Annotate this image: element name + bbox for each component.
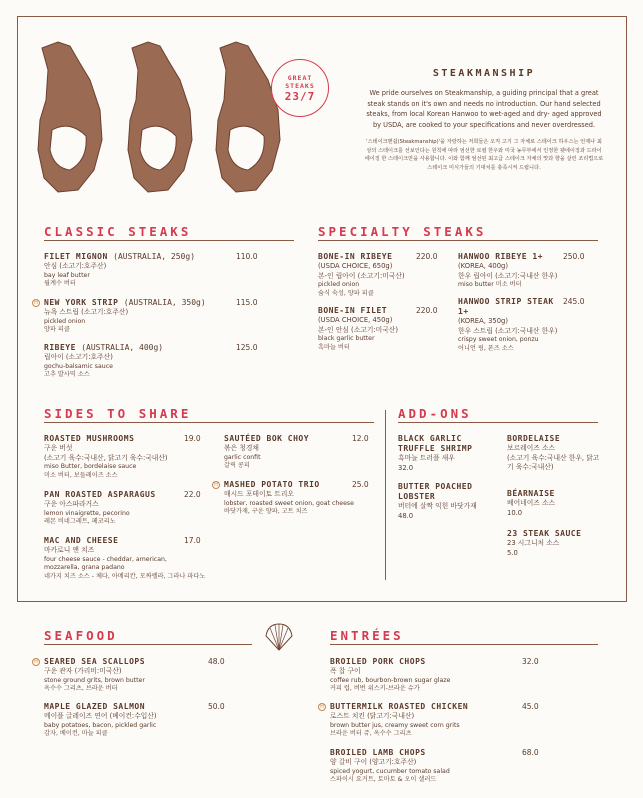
badge-line-2: STEAKS bbox=[285, 82, 315, 90]
item-name: RIBEYE bbox=[44, 343, 76, 352]
item-korean: 메이플 글레이즈 연어 (베이컨:수입산) bbox=[44, 712, 157, 720]
item-description-ko: 흑마늘 버터 bbox=[318, 343, 350, 351]
item-price: 48.0 bbox=[208, 657, 225, 666]
item-name: FILET MIGNON bbox=[44, 252, 108, 261]
house-mark-icon: H bbox=[32, 658, 40, 666]
item-description-ko: 숨식 숙성, 양파 피클 bbox=[318, 289, 374, 297]
item-description: stone ground grits, brown butter bbox=[44, 676, 145, 684]
item-description: lobster, roasted sweet onion, goat cheese bbox=[224, 499, 354, 507]
item-price: 25.0 bbox=[352, 480, 369, 489]
intro-korean: '스테이크맨쉽(Steakmanship)'을 자랑하는 저희들은 오직 고기 그 자체로 스테이크 하우스는 언제나 최상의 스테이크를 선보인다는 원칙에 따라 엄선한 로컬 한우와 미국 농무부에서 인정한 웻에이징과 드라이 에이징 한 스테이크만을 사용합니다. 이와 함께 엄선된 최고급 스테이크 자체의 맛과 향을 살린 조리법으로 스테이크 미식가들의 기대치를 충족시켜 드립니다. bbox=[364, 139, 604, 171]
item-description: brown butter jus, creamy sweet corn grits bbox=[330, 721, 460, 729]
item-description: baby potatoes, bacon, pickled garlic bbox=[44, 721, 157, 729]
item-description-ko: 어니언 링, 폰즈 소스 bbox=[458, 344, 514, 352]
item-korean: 버터에 살짝 익힌 바닷가재 bbox=[398, 502, 477, 510]
item-price: 19.0 bbox=[184, 434, 201, 443]
divider bbox=[330, 644, 598, 645]
column-divider bbox=[385, 410, 386, 580]
intro-english: We pride ourselves on Steakmanship, a guiding principal that a great steak stands on it's own and needs no introduction. Our hand selected steaks, from local Korean Hanwoo to wet-aged and dry- aged approved by USDA, are cooked to your specifications and never overdressed. bbox=[366, 89, 602, 129]
item-korean: 매시드 포테이토 트리오 bbox=[224, 490, 294, 498]
item-description-ko: 네가지 치즈 소스 - 체다, 아메리칸, 모짜렐라, 그라나 파다노 bbox=[44, 572, 206, 580]
menu-item bbox=[398, 434, 498, 473]
menu-item bbox=[44, 490, 204, 527]
item-price: 12.0 bbox=[352, 434, 369, 443]
item-name: MAC AND CHEESE bbox=[44, 536, 119, 545]
item-description-ko: 레몬 비네그레트, 페코리노 bbox=[44, 518, 116, 525]
item-korean: 뉴욕 스트립 (소고기:호주산) bbox=[44, 308, 129, 316]
item-description-ko: 미소 버터, 보들레이즈 소스 bbox=[44, 471, 118, 479]
item-name: PAN ROASTED ASPARAGUS bbox=[44, 490, 156, 499]
item-korean: 로스트 치킨 (닭고기:국내산) bbox=[330, 712, 415, 720]
menu-item bbox=[44, 434, 204, 480]
menu-item bbox=[44, 252, 244, 289]
item-price: 115.0 bbox=[236, 298, 258, 307]
menu-item bbox=[458, 297, 568, 353]
page-title: STEAKMANSHIP bbox=[432, 68, 536, 79]
item-description-ko: 양파 피클 bbox=[44, 326, 70, 333]
divider bbox=[318, 240, 598, 241]
menu-item bbox=[34, 298, 244, 335]
item-name: BUTTERMILK ROASTED CHICKEN bbox=[330, 702, 469, 711]
item-price: 125.0 bbox=[236, 343, 258, 352]
item-description-ko: 갈릭 콩피 bbox=[224, 462, 250, 469]
item-name: SAUTÉED BOK CHOY bbox=[224, 434, 310, 443]
item-korean: 본-인 안심 (소고기:미국산) bbox=[318, 325, 399, 334]
item-price: 220.0 bbox=[416, 252, 438, 261]
item-korean: 한우 립아이 (소고기:국내산 한우) bbox=[458, 271, 558, 280]
item-name: BONE-IN RIBEYE bbox=[318, 252, 393, 261]
item-size: (USDA CHOICE, 650g) bbox=[318, 262, 393, 270]
item-origin: (소고기 육수:국내산, 닭고기 육수:국내산) bbox=[44, 453, 168, 462]
item-korean: 23 시그니처 소스 bbox=[507, 539, 560, 547]
item-korean: 구운 버섯 bbox=[44, 444, 73, 452]
item-size: (USDA CHOICE, 450g) bbox=[318, 316, 393, 324]
item-price: 10.0 bbox=[507, 508, 523, 517]
item-korean: 폭 찹 구이 bbox=[330, 667, 361, 675]
item-price: 50.0 bbox=[208, 702, 225, 711]
item-price: 45.0 bbox=[522, 702, 539, 711]
menu-item bbox=[398, 482, 498, 521]
item-description: miso butter 미소 버터 bbox=[458, 281, 522, 288]
item-name: 23 STEAK SAUCE bbox=[507, 529, 582, 538]
item-description-ko: 브라운 버터 쥬, 옥수수 그리츠 bbox=[330, 730, 412, 737]
item-name: NEW YORK STRIP bbox=[44, 298, 119, 307]
section-heading-specialty: SPECIALTY STEAKS bbox=[318, 224, 487, 239]
item-description: bay leaf butter bbox=[44, 271, 90, 279]
item-price: 32.0 bbox=[398, 463, 414, 472]
section-heading-addons: ADD-ONS bbox=[398, 406, 472, 421]
item-name: MAPLE GLAZED SALMON bbox=[44, 702, 146, 711]
menu-item bbox=[44, 343, 244, 380]
menu-item bbox=[330, 657, 510, 694]
section-heading-classic: CLASSIC STEAKS bbox=[44, 224, 192, 239]
item-korean: 립아이 (소고기:호주산) bbox=[44, 353, 113, 361]
item-price: 22.0 bbox=[184, 490, 201, 499]
item-name: SEARED SEA SCALLOPS bbox=[44, 657, 146, 666]
item-korean: 본-인 립아이 (소고기:미국산) bbox=[318, 271, 405, 280]
item-description: gochu-balsamic sauce bbox=[44, 362, 113, 370]
house-mark-icon: H bbox=[318, 703, 326, 711]
item-description: pickled onion bbox=[318, 281, 360, 288]
menu-item bbox=[224, 434, 354, 471]
item-price: 250.0 bbox=[563, 252, 585, 261]
house-mark-icon: H bbox=[32, 299, 40, 307]
item-korean: 구운 아스파라거스 bbox=[44, 500, 99, 508]
item-description-ko: 감자, 베이컨, 마늘 피클 bbox=[44, 730, 108, 737]
item-size: (KOREA, 400g) bbox=[458, 262, 509, 270]
shell-icon bbox=[262, 622, 296, 652]
item-description: black garlic butter bbox=[318, 335, 375, 342]
item-price: 17.0 bbox=[184, 536, 201, 545]
menu-item bbox=[34, 657, 214, 694]
menu-item bbox=[507, 529, 603, 558]
steak-illustration-1 bbox=[38, 42, 102, 192]
item-name: HANWOO STRIP STEAK 1+ bbox=[458, 297, 554, 316]
item-description: crispy sweet onion, ponzu bbox=[458, 336, 539, 343]
item-origin: (소고기 육수:국내산 한우, 닭고기 육수:국내산) bbox=[507, 453, 600, 471]
menu-item bbox=[330, 748, 520, 785]
item-name: HANWOO RIBEYE 1+ bbox=[458, 252, 544, 261]
item-description-ko: 옥수수 그리츠, 브라운 버터 bbox=[44, 685, 118, 692]
item-name: BROILED LAMB CHOPS bbox=[330, 748, 426, 757]
item-description: pickled onion bbox=[44, 317, 86, 325]
menu-item bbox=[320, 702, 520, 739]
item-description: miso Butter, bordelaise sauce bbox=[44, 463, 137, 470]
item-name: BORDELAISE bbox=[507, 434, 561, 443]
steak-illustration-3 bbox=[216, 42, 280, 192]
item-korean: 베어네이즈 소스 bbox=[507, 499, 556, 507]
item-korean: 한우 스트립 (소고기:국내산 한우) bbox=[458, 326, 558, 335]
item-price: 245.0 bbox=[563, 297, 585, 306]
item-name: BONE-IN FILET bbox=[318, 306, 388, 315]
item-korean: 볶은 청경채 bbox=[224, 444, 259, 452]
item-name: BUTTER POACHED LOBSTER bbox=[398, 482, 473, 501]
item-name: BÉARNAISE bbox=[507, 489, 555, 498]
section-heading-entrees: ENTRÉES bbox=[330, 628, 404, 643]
great-steaks-badge bbox=[271, 59, 329, 117]
item-description: coffee rub, bourbon-brown sugar glaze bbox=[330, 676, 451, 684]
divider bbox=[44, 644, 252, 645]
item-name: BLACK GARLIC TRUFFLE SHRIMP bbox=[398, 434, 473, 453]
item-name: ROASTED MUSHROOMS bbox=[44, 434, 135, 443]
item-price: 68.0 bbox=[522, 748, 539, 757]
item-korean: 마카로니 앤 치즈 bbox=[44, 546, 95, 554]
item-price: 110.0 bbox=[236, 252, 258, 261]
item-price: 48.0 bbox=[398, 511, 414, 520]
item-size: (AUSTRALIA, 350g) bbox=[123, 298, 206, 307]
section-heading-sides: SIDES TO SHARE bbox=[44, 406, 192, 421]
item-korean: 보르레이즈 소스 bbox=[507, 444, 556, 452]
divider bbox=[44, 240, 294, 241]
item-description-ko: 월계수 버터 bbox=[44, 280, 76, 287]
item-description-ko: 바닷가재, 구운 양파, 고트 치즈 bbox=[224, 508, 308, 515]
item-name: MASHED POTATO TRIO bbox=[224, 480, 320, 489]
item-description: four cheese sauce - cheddar, american, bbox=[44, 555, 167, 563]
item-description: lemon vinaigrette, pecorino bbox=[44, 509, 130, 517]
badge-line-1: GREAT bbox=[287, 74, 313, 82]
house-mark-icon: H bbox=[212, 481, 220, 489]
item-description: mozzarella, grana padano bbox=[44, 564, 125, 571]
menu-item bbox=[44, 702, 214, 739]
menu-item bbox=[507, 489, 603, 518]
item-price: 32.0 bbox=[522, 657, 539, 666]
item-size: (AUSTRALIA, 250g) bbox=[113, 252, 196, 261]
steak-illustration-2 bbox=[128, 42, 192, 192]
steak-illustrations bbox=[30, 40, 290, 200]
item-korean: 양 갈비 구이 (양고기:호주산) bbox=[330, 758, 417, 766]
item-korean: 안심 (소고기:호주산) bbox=[44, 262, 107, 270]
item-description-ko: 커피 럽, 버번 위스키-브라운 슈가 bbox=[330, 685, 420, 692]
badge-line-3: 23/7 bbox=[284, 90, 316, 103]
divider bbox=[398, 422, 598, 423]
item-description: garlic confit bbox=[224, 453, 261, 461]
item-korean: 흑마늘 트러플 새우 bbox=[398, 454, 455, 462]
item-price: 220.0 bbox=[416, 306, 438, 315]
section-heading-seafood: SEAFOOD bbox=[44, 628, 118, 643]
item-name: BROILED PORK CHOPS bbox=[330, 657, 426, 666]
menu-item bbox=[507, 434, 603, 473]
item-description: spiced yogurt, cucumber tomato salad bbox=[330, 767, 450, 775]
item-korean: 구운 관자 (가리비:미국산) bbox=[44, 667, 122, 675]
item-description-ko: 스파이시 요거트, 토마토 & 오이 샐러드 bbox=[330, 776, 437, 783]
item-description-ko: 고추 발사믹 소스 bbox=[44, 371, 90, 378]
item-size: (AUSTRALIA, 400g) bbox=[81, 343, 164, 352]
item-price: 5.0 bbox=[507, 548, 518, 557]
item-size: (KOREA, 350g) bbox=[458, 317, 509, 325]
menu-item bbox=[44, 536, 254, 581]
divider bbox=[44, 422, 374, 423]
